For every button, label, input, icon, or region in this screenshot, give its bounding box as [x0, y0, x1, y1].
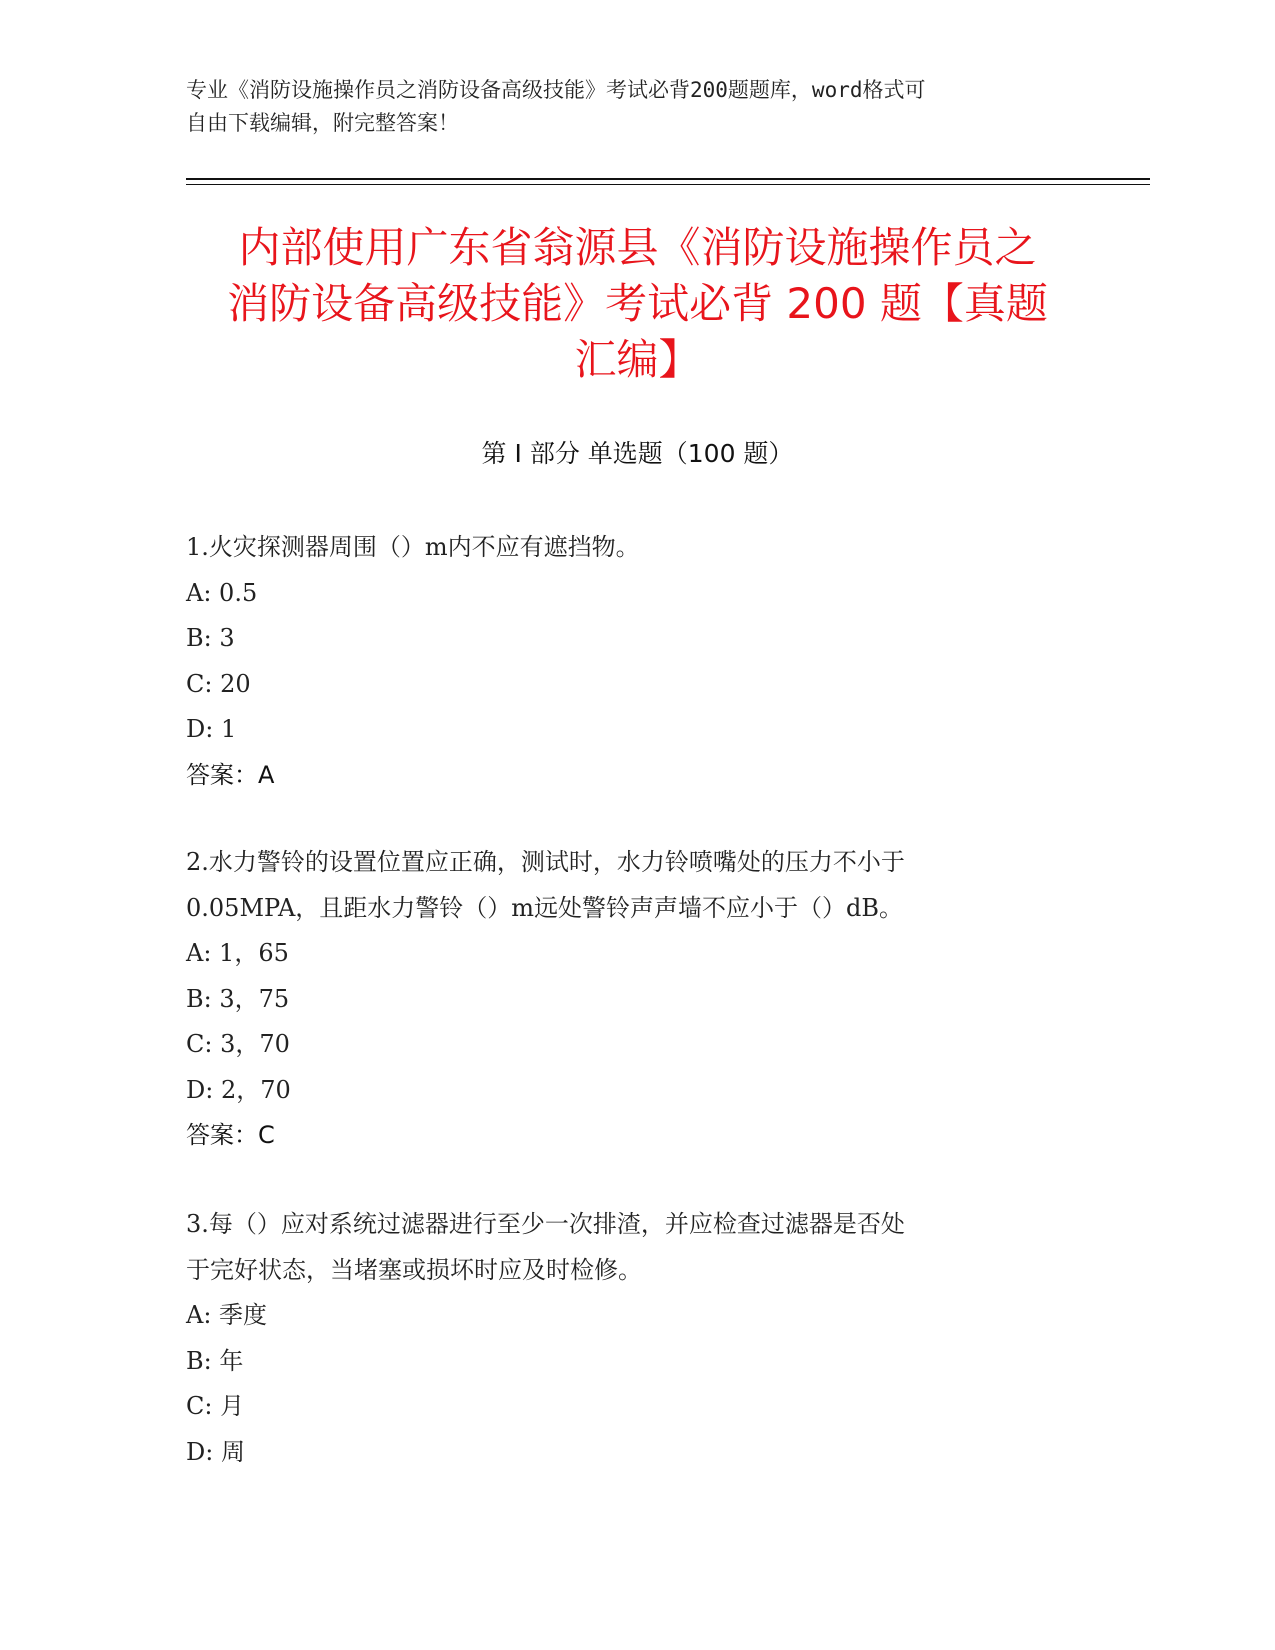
question-3	[186, 1202, 1066, 1475]
title-line-2: 消防设备高级技能》考试必背 200 题【真题	[227, 279, 1048, 328]
question-stem-line-2: 于完好状态，当堵塞或损坏时应及时检修。	[186, 1255, 642, 1284]
answer-label: 答案：A	[186, 760, 275, 789]
title-line-1: 内部使用广东省翁源县《消防设施操作员之	[238, 223, 1037, 272]
option-b: B: 年	[186, 1346, 244, 1375]
option-b: B: 3	[186, 624, 235, 652]
option-b: B: 3，75	[186, 984, 290, 1013]
option-a: A: 季度	[186, 1301, 268, 1329]
document-title	[170, 220, 1105, 388]
option-c: C: 20	[186, 669, 251, 698]
option-d: D: 1	[186, 715, 237, 743]
header-rule-thin	[186, 184, 1150, 185]
option-a: A: 1，65	[186, 939, 289, 967]
intro-line-1: 专业《消防设施操作员之消防设备高级技能》考试必背200题题库，word格式可	[186, 78, 926, 102]
question-stem-line-1: 3.每（）应对系统过滤器进行至少一次排渣，并应检查过滤器是否处	[186, 1210, 905, 1238]
question-stem: 1.火灾探测器周围（）m内不应有遮挡物。	[186, 533, 640, 561]
intro-line-2: 自由下载编辑，附完整答案！	[186, 111, 459, 135]
option-d: D: 周	[186, 1437, 245, 1466]
section-heading: 第 I 部分 单选题（100 题）	[481, 439, 794, 468]
question-stem-line-2: 0.05MPA，且距水力警铃（）m远处警铃声声墙不应小于（）dB。	[186, 893, 904, 922]
option-c: C: 3，70	[186, 1030, 290, 1058]
header-rule-thick	[186, 178, 1150, 180]
question-2	[186, 840, 1066, 1159]
title-line-3: 汇编】	[574, 335, 701, 384]
option-d: D: 2，70	[186, 1075, 291, 1104]
question-stem-line-1: 2.水力警铃的设置位置应正确，测试时，水力铃喷嘴处的压力不小于	[186, 848, 905, 876]
answer-label: 答案：C	[186, 1121, 275, 1149]
question-1	[186, 525, 1066, 798]
option-a: A: 0.5	[186, 578, 258, 607]
document-intro	[186, 74, 1066, 140]
option-c: C: 月	[186, 1392, 245, 1420]
